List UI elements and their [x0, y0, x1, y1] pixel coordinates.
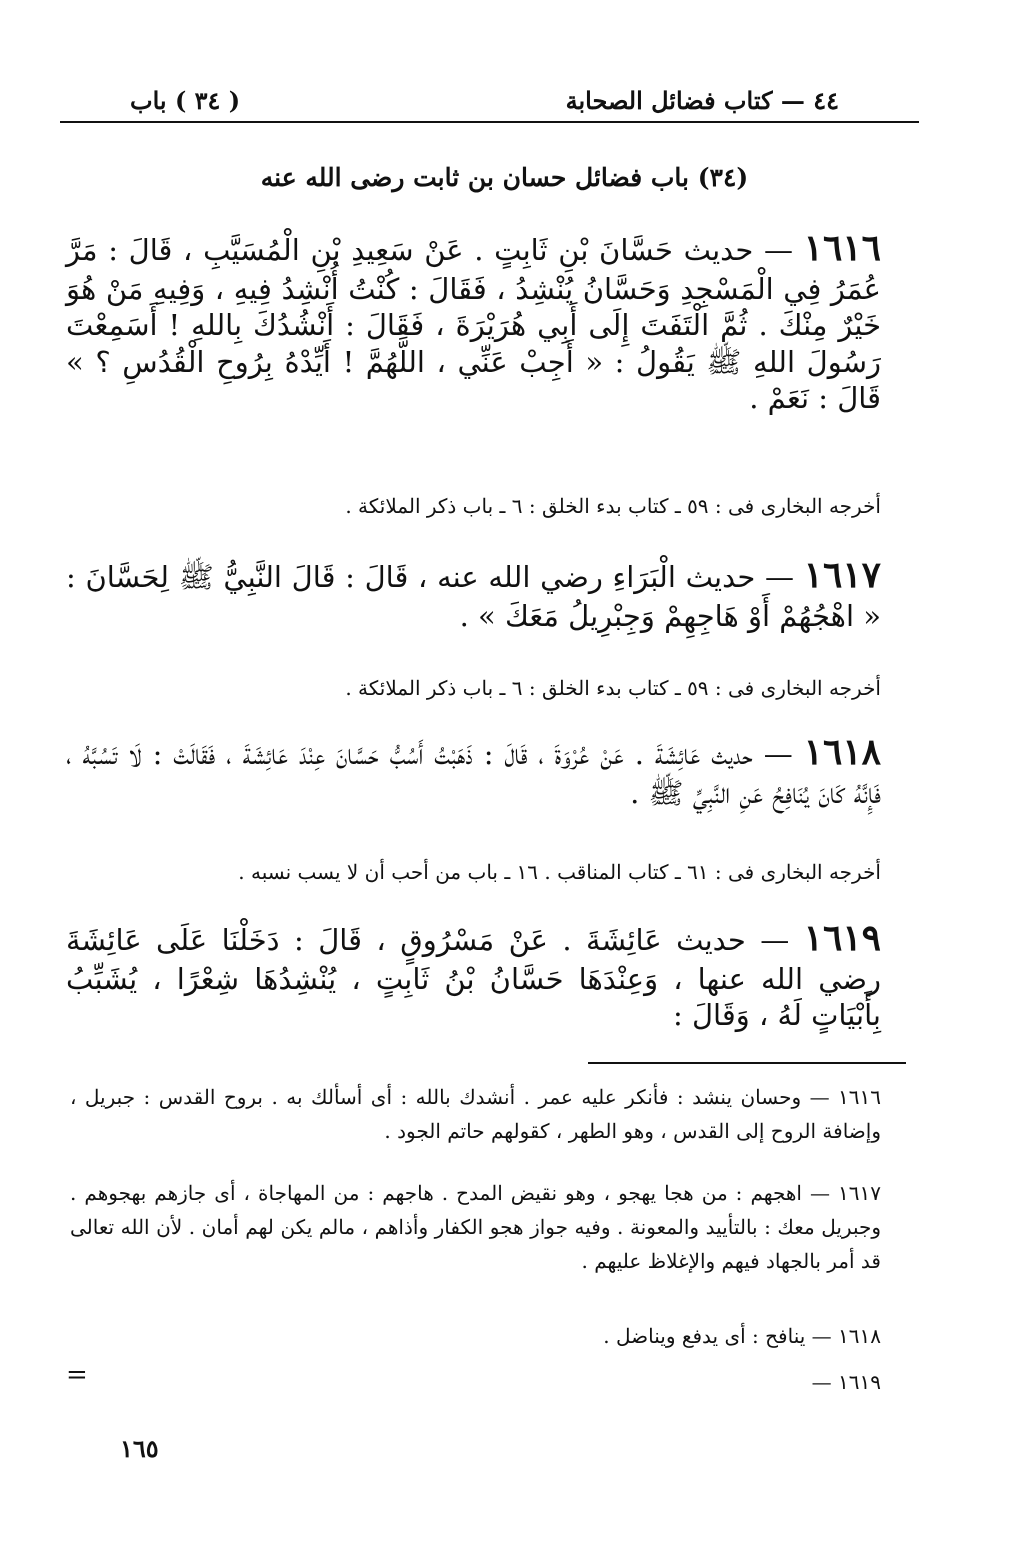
footnote-1617: ١٦١٧ — اهجهم : من هجا يهجو ، وهو نقيض المدح . هاجهم : من المهاجاة ، أى جازهم بهجوهم . وجبريل معك : بالتأييد والمعونة . وفيه جواز هجو الكفار وأذاهم ، مالم يكن لهم أمان . لأن الله تعالى قد أمر بالجهاد فيهم والإغلاظ عليهم . [70, 1181, 881, 1273]
footnote-1618: ١٦١٨ — ينافح : أى يدفع ويناضل . [603, 1324, 881, 1348]
hadith-number: ١٦١٩ [803, 917, 881, 959]
hadith-text: — حديث الْبَرَاءِ رضي الله عنه ، قَالَ : قَالَ النَّبِيُّ ﷺ لِحَسَّانَ : « اهْجُهُمْ أَوْ هَاجِهِمْ وَجِبْرِيلُ مَعَكَ » . [66, 560, 881, 633]
hadith-number: ١٦١٨ [803, 731, 882, 773]
running-header [130, 80, 839, 120]
hadith-1619 [66, 916, 881, 1034]
hadith-reference: أخرجه البخارى فى : ٥٩ ـ كتاب بدء الخلق : ٦ ـ باب ذكر الملائكة . [345, 676, 881, 700]
hadith-reference: أخرجه البخارى فى : ٦١ ـ كتاب المناقب . ١٦ ـ باب من أحب أن لا يسب نسبه . [238, 860, 881, 884]
hadith-number: ١٦١٧ [803, 554, 881, 596]
continuation-mark: = [66, 1360, 88, 1390]
hadith-number: ١٦١٦ [803, 227, 882, 269]
footnote-divider [588, 1062, 906, 1064]
page-number: ١٦٥ [120, 1434, 159, 1463]
hadith-text: — حديث حَسَّانَ بْنِ ثَابِتٍ . عَنْ سَعِيدِ بْنِ الْمُسَيَّبِ ، قَالَ : مَرَّ عُمَرُ فِي الْمَسْجِدِ وَحَسَّانُ يُنْشِدُ ، فَقَالَ : كُنْتُ أُنْشِدُ فِيهِ ، وَفِيهِ مَنْ هُوَ خَيْرٌ مِنْكَ . ثُمَّ الْتَفَتَ إِلَى أَبِي هُرَيْرَةَ ، فَقَالَ : أَنْشُدُكَ بِاللهِ ! أَسَمِعْتَ رَسُولَ اللهِ ﷺ يَقُولُ : « أَجِبْ عَنِّي ، اللَّهُمَّ ! أَيِّدْهُ بِرُوحِ الْقُدُسِ ؟ » قَالَ : نَعَمْ . [66, 233, 881, 415]
header-divider [60, 121, 919, 123]
hadith-text: — حديث عَائِشَةَ . عَنْ مَسْرُوقٍ ، قَالَ : دَخَلْنَا عَلَى عَائِشَةَ رضي الله عنها ، وَعِنْدَهَا حَسَّانُ بْنُ ثَابِتٍ ، يُنْشِدُهَا شِعْرًا ، يُشَبِّبُ بِأَبْيَاتٍ لَهُ ، وَقَالَ : [66, 923, 881, 1033]
chapter-title: (٣٤) باب فضائل حسان بن ثابت رضى الله عنه [260, 163, 749, 192]
hadith-reference: أخرجه البخارى فى : ٥٩ ـ كتاب بدء الخلق : ٦ ـ باب ذكر الملائكة . [345, 494, 881, 518]
header-section: ( ٣٤ ) باب [130, 85, 241, 115]
hadith-text: — حديث عَائِشَةَ . عَنْ عُرْوَةَ ، قَالَ : ذَهَبْتُ أَسُبُّ حَسَّانَ عِنْدَ عَائِشَةَ ، فَقَالَتْ : لَا تَسُبَّهُ ، فَإِنَّهُ كَانَ يُنَافِحُ عَنِ النَّبِيِّ ﷺ . [66, 737, 881, 810]
hadith-1616 [66, 226, 881, 416]
hadith-1618 [66, 730, 881, 811]
hadith-1617 [66, 553, 881, 634]
footnote-1619: ١٦١٩ — [811, 1370, 881, 1394]
header-book-title: ٤٤ — كتاب فضائل الصحابة [565, 85, 839, 115]
footnote-1616: ١٦١٦ — وحسان ينشد : فأنكر عليه عمر . أنشدك بالله : أى أسألك به . بروح القدس : جبريل ، وإضافة الروح إلى القدس ، وهو الطهر ، كقولهم حاتم الجود . [70, 1085, 881, 1143]
